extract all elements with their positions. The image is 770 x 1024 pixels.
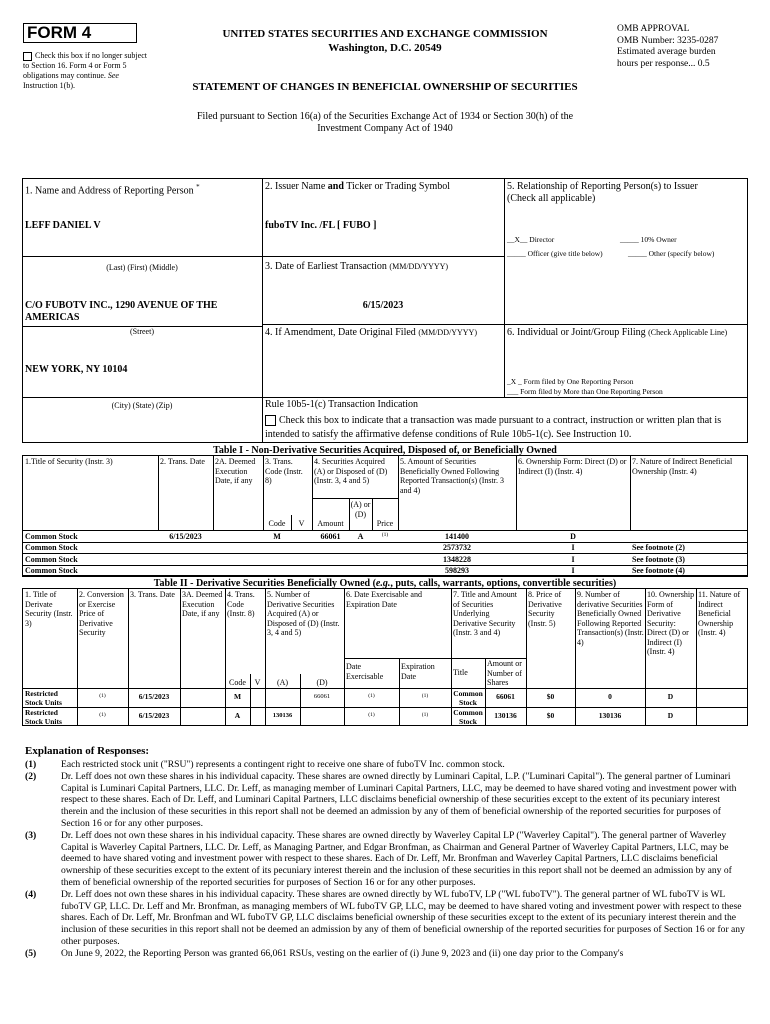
t1-date: 6/15/2023 — [169, 532, 202, 541]
t1-code: M — [273, 532, 281, 541]
list-item — [25, 889, 747, 948]
t2-date: 6/15/2023 — [138, 692, 170, 701]
footnote-text: On June 9, 2022, the Reporting Person was granted 66,061 RSUs, vesting on the earlier of (i) June 9, 2023 and (ii) one day prior to the Company's — [61, 947, 624, 959]
t2-h9: 9. Number of derivative Securities Beneficially Owned Following Reported Transaction(s) (Instr. 4) — [577, 590, 644, 647]
t2-exercisable: (1) — [368, 712, 375, 718]
footnote-number: (1) — [25, 759, 37, 770]
omb-title: OMB APPROVAL — [617, 24, 690, 34]
t1-title: Common Stock — [25, 554, 78, 564]
omb-approval — [617, 24, 757, 70]
t1-aord: A — [357, 532, 364, 541]
row-divider — [22, 576, 748, 577]
omb-burden: Estimated average burden — [617, 47, 716, 57]
box3-label: 3. Date of Earliest Transaction (MM/DD/YYYY) — [265, 261, 449, 272]
t2-h3a: 3A. Deemed Execution Date, if any — [182, 590, 223, 618]
t1-nature: See footnote (2) — [632, 543, 685, 553]
form-title: FORM 4 — [23, 23, 137, 43]
rule-10b5-label: Rule 10b5-1(c) Transaction Indication — [265, 399, 419, 410]
filed-pursuant: Filed pursuant to Section 16(a) of the Securities Exchange Act of 1934 or Section 30(h) of the Investment Company Act of 1940 — [196, 111, 574, 134]
t2-h8: 8. Price of Derivative Security (Instr. 5) — [528, 590, 562, 628]
list-item — [25, 830, 747, 889]
t2-shares: 130136 — [494, 711, 517, 720]
t2-shares: 66061 — [496, 692, 515, 701]
issuer-name: fuboTV Inc. /FL [ FUBO ] — [265, 220, 377, 231]
t1-h6: 6. Ownership Form: Direct (D) or Indirect (I) (Instr. 4) — [518, 457, 627, 476]
t1-form: D — [570, 532, 576, 541]
t2-underlying-title: Common Stock — [453, 689, 483, 707]
t1-title: Common Stock — [25, 543, 78, 553]
t2-sub-d: (D) — [316, 678, 328, 687]
city-state-zip: NEW YORK, NY 10104 — [25, 364, 128, 375]
t1-h5: 5. Amount of Securities Beneficially Owned Following Reported Transaction(s) (Instr. 3 and 4) — [400, 457, 504, 495]
filed-by-one: _X _ Form filed by One Reporting Person — [507, 377, 634, 386]
relationship-other: _____ Other (specify below) — [628, 249, 715, 258]
t2-expiration: (1) — [421, 693, 429, 699]
t2-d: 66061 — [313, 693, 331, 700]
t1-sub-v: V — [298, 519, 305, 528]
t2-sub-expiration: Expiration Date — [401, 662, 435, 681]
relationship-ten-pct: _____ 10% Owner — [620, 235, 677, 244]
t2-expiration: (1) — [421, 712, 429, 718]
t2-underlying-title: Common Stock — [453, 708, 483, 726]
t2-code: M — [233, 692, 242, 701]
t1-title: Common Stock — [25, 532, 78, 541]
list-item — [25, 759, 747, 771]
t2-sub-v: V — [254, 678, 261, 687]
t2-h6: 6. Date Exercisable and Expiration Date — [346, 590, 422, 609]
earliest-transaction-date: 6/15/2023 — [362, 300, 404, 311]
t1-owned: 141400 — [445, 532, 469, 541]
t2-h11: 11. Nature of Indirect Beneficial Ownership (Instr. 4) — [698, 590, 741, 637]
t1-h4: 4. Securities Acquired (A) or Disposed of (D) (Instr. 3, 4 and 5) — [314, 457, 388, 485]
t2-exercisable: (1) — [368, 693, 375, 699]
box6-label: 6. Individual or Joint/Group Filing (Check Applicable Line) — [507, 327, 728, 338]
t2-sub-code: Code — [229, 678, 246, 687]
footnote-number: (3) — [25, 829, 37, 841]
t2-a: 130136 — [272, 712, 293, 719]
name-caption: (Last) (First) (Middle) — [106, 263, 178, 272]
t1-price: (1) — [381, 532, 389, 538]
t2-sub-exercisable: Date Exercisable — [346, 662, 384, 681]
t1-form: I — [571, 543, 575, 553]
t1-h1: 1.Title of Security (Instr. 3) — [25, 457, 113, 466]
t1-sub-price: Price — [376, 519, 394, 528]
agency-name: UNITED STATES SECURITIES AND EXCHANGE COMMISSION — [222, 28, 548, 40]
omb-hours: hours per response... 0.5 — [617, 58, 710, 69]
omb-number: OMB Number: 3235-0287 — [617, 35, 719, 46]
t1-form: I — [571, 554, 575, 564]
footnote-number: (5) — [25, 947, 37, 959]
table2-title: Table II - Derivative Securities Beneficially Owned (e.g., puts, calls, warrants, options, convertible securities) — [153, 578, 617, 589]
t1-nature: See footnote (3) — [632, 554, 685, 564]
t2-form: D — [667, 692, 674, 701]
relationship-director: __X__ Director — [507, 235, 555, 244]
no-longer-subject-checkbox[interactable] — [23, 52, 32, 61]
t2-h2: 2. Conversion or Exercise Price of Derivative Security — [79, 590, 124, 637]
t2-owned: 130136 — [598, 711, 622, 720]
footnote-text: Each restricted stock unit ("RSU") represents a contingent right to receive one share of fuboTV Inc. common stock. — [61, 759, 505, 770]
list-item — [25, 948, 747, 960]
t1-sub-code: Code — [268, 519, 286, 528]
agency-city: Washington, D.C. 20549 — [328, 42, 442, 54]
t2-conv: (1) — [99, 712, 106, 718]
city-caption: (City) (State) (Zip) — [111, 401, 173, 410]
filed-by-more: ___ Form filed by More than One Reporting Person — [507, 387, 663, 396]
footnote-number: (4) — [25, 888, 37, 900]
t2-sub-amount: Amount or Number of Shares — [487, 659, 522, 687]
t2-h10: 10. Ownership Form of Derivative Security: Direct (D) or Indirect (I) (Instr. 4) — [647, 590, 695, 656]
t2-code: A — [234, 711, 241, 720]
footnote-text: Dr. Leff does not own these shares in his individual capacity. These shares are owned directly by Waverley Capital LP ("Waverley Capital"). The general partner of Waverley Capital is Waverley Capital Partners, LLC. Dr. Leff, as Managing Partner, and Edgar Bronfman, as Chairman and General Partner of Waverley Capital Partners, LLC, may be deemed to have shared voting and investment power with respect to these shares. Each of Dr. Leff, Mr. Bronfman and Waverley Capital Partners, LLC disclaims beneficial ownership of these securities except to the extent of its pecuniary interest therein and the inclusion of these securities in this report shall not be deemed an admission by any of them of beneficial ownership of the reported securities for purposes of Section 16 or for any other purposes. — [61, 829, 732, 888]
t2-h1: 1. Title of Derivate Security (Instr. 3) — [25, 590, 73, 628]
t1-owned: 2573732 — [443, 543, 471, 553]
t1-nature: See footnote (4) — [632, 565, 685, 575]
t1-h3: 3. Trans. Code (Instr. 8) — [265, 457, 303, 485]
explanation-title: Explanation of Responses: — [25, 745, 150, 757]
box1-label: 1. Name and Address of Reporting Person * — [25, 183, 200, 197]
box4-label: 4. If Amendment, Date Original Filed (MM/DD/YYYY) — [265, 327, 477, 338]
t1-owned: 598293 — [445, 565, 469, 575]
explanation-list — [25, 759, 747, 960]
t1-h2: 2. Trans. Date — [160, 457, 205, 466]
t1-owned: 1348228 — [443, 554, 471, 564]
t2-h7: 7. Title and Amount of Securities Underlying Derivative Security (Instr. 3 and 4) — [453, 590, 518, 637]
t2-form: D — [667, 711, 674, 720]
reporting-person-name: LEFF DANIEL V — [25, 220, 101, 231]
t1-title: Common Stock — [25, 565, 78, 575]
t2-owned: 0 — [608, 692, 612, 701]
t1-h7: 7. Nature of Indirect Beneficial Ownership (Instr. 4) — [632, 457, 733, 476]
relationship-officer: _____ Officer (give title below) — [507, 249, 603, 258]
t2-h5: 5. Number of Derivative Securities Acquired (A) or Disposed of (D) (Instr. 3, 4 and 5) — [267, 590, 340, 637]
t1-sub-amount: Amount — [317, 519, 344, 528]
t1-form: I — [571, 565, 575, 575]
rule-10b5-text: Check this box to indicate that a transaction was made pursuant to a contract, instruction or written plan that is intended to satisfy the affirmative defense conditions of Rule 10b5-1(c). See Instruction 10. — [265, 415, 722, 440]
footnote-text: Dr. Leff does not own these shares in his individual capacity. These shares are owned directly by Luminari Capital, L.P. ("Luminari Capital"). The general partner of Luminari Capital is Luminari Capital Partners, LLC. Dr. Leff, as managing member of Luminari Capital Partners, LLC, may be deemed to have shared voting and investment power with respect to these shares. Each of Dr. Leff, and Luminari Capital Partners, LLC disclaims beneficial ownership of these securities except to the extent of its pecuniary interest therein and the inclusion of these securities in this report shall not be deemed an admission by any of them of beneficial ownership of the reported securities for purposes of Section 16 or for any other purposes. — [61, 770, 737, 829]
table1-title: Table I - Non-Derivative Securities Acquired, Disposed of, or Beneficially Owned — [213, 445, 557, 456]
rule-10b5-checkbox[interactable] — [265, 415, 276, 426]
t2-date: 6/15/2023 — [138, 711, 170, 720]
t1-amount: 66061 — [320, 532, 341, 541]
t2-sub-title: Title — [453, 668, 468, 677]
statement-title: STATEMENT OF CHANGES IN BENEFICIAL OWNERSHIP OF SECURITIES — [192, 81, 578, 93]
list-item — [25, 771, 747, 830]
t1-h2a: 2A. Deemed Execution Date, if any — [215, 457, 256, 485]
t2-sub-a: (A) — [276, 678, 289, 687]
street-caption: (Street) — [130, 327, 154, 336]
t2-h4: 4. Trans. Code (Instr. 8) — [227, 590, 255, 618]
no-longer-subject-note: Check this box if no longer subject to Section 16. Form 4 or Form 5 obligations may continue. See Instruction 1(b). — [23, 51, 147, 90]
t1-sub-aord: (A) or (D) — [350, 500, 371, 519]
t2-title: Restricted Stock Units — [25, 708, 62, 726]
box5-label: 5. Relationship of Reporting Person(s) to Issuer (Check all applicable) — [507, 181, 698, 204]
box2-label: 2. Issuer Name and Ticker or Trading Symbol — [265, 181, 451, 192]
t2-conv: (1) — [99, 693, 106, 699]
t2-price: $0 — [546, 692, 555, 701]
street-address: C/O FUBOTV INC., 1290 AVENUE OF THE AMERICAS — [25, 300, 218, 323]
t2-h3: 3. Trans. Date — [130, 590, 175, 599]
t2-title: Restricted Stock Units — [25, 689, 62, 707]
footnote-text: Dr. Leff does not own these shares in his individual capacity. These shares are owned directly by WL fuboTV, LP ("WL fuboTV"). The general partner of WL fuboTV is WL fuboTV GP, LLC. Dr. Leff and Mr. Bronfman, as managing members of WL fuboTV GP, LLC, may be deemed to have shared voting and investment power with respect to these shares. Each of Dr. Leff, Mr. Bronfman and WL fuboTV GP, LLC disclaims beneficial ownership of these securities except to the extent of its pecuniary interest therein and the inclusion of these securities in this report shall not be deemed an admission by any of them of beneficial ownership of the reported securities for purposes of Section 16 or for any other purposes. — [61, 888, 745, 947]
t2-price: $0 — [546, 711, 555, 720]
footnote-number: (2) — [25, 770, 37, 782]
